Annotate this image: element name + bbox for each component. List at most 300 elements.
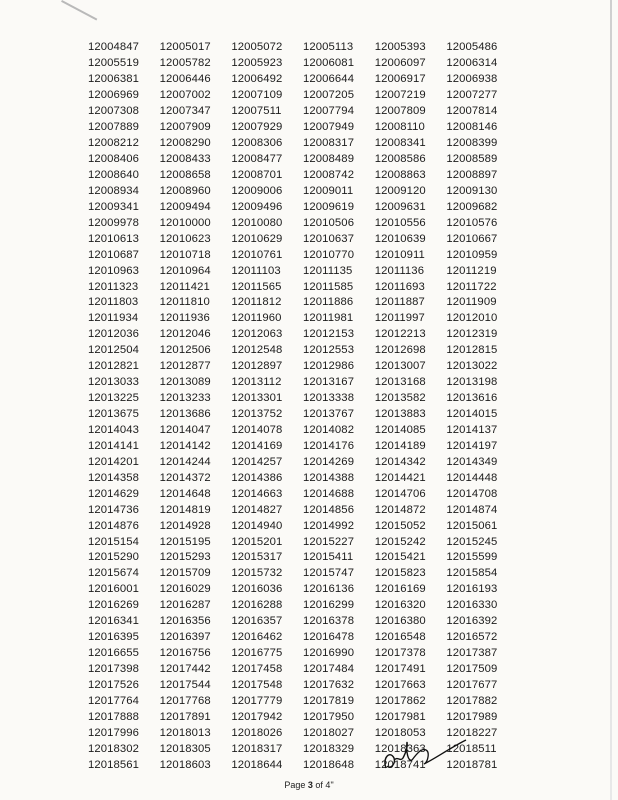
roll-number-cell: 12014244 xyxy=(159,455,211,468)
roll-number-cell: 12009494 xyxy=(159,200,211,213)
roll-number-cell: 12014928 xyxy=(159,519,211,532)
roll-number-cell: 12014197 xyxy=(446,439,498,452)
roll-number-cell: 12015732 xyxy=(231,567,283,580)
roll-number-cell: 12017526 xyxy=(88,678,140,691)
roll-number-cell: 12011803 xyxy=(88,296,139,309)
roll-number-cell: 12008589 xyxy=(446,153,498,166)
roll-number-cell: 12013752 xyxy=(231,408,283,421)
roll-number-cell: 12013007 xyxy=(374,360,426,373)
roll-number-cell: 12016288 xyxy=(231,599,283,612)
page-edge xyxy=(610,0,612,800)
roll-number-cell: 12008960 xyxy=(159,184,211,197)
roll-number-cell: 12014189 xyxy=(374,439,426,452)
roll-number-cell: 12017996 xyxy=(88,726,140,739)
roll-number-cell: 12011135 xyxy=(303,264,353,277)
roll-number-cell: 12011103 xyxy=(231,264,281,277)
roll-number-cell: 12008863 xyxy=(374,168,426,181)
roll-number-cell: 12012036 xyxy=(88,328,140,341)
roll-number-cell: 12010959 xyxy=(446,248,498,261)
roll-number-cell: 12016397 xyxy=(159,631,211,644)
roll-number-cell: 12014176 xyxy=(303,439,355,452)
roll-number-cell: 12006314 xyxy=(446,57,498,70)
roll-number-cell: 12013883 xyxy=(374,408,426,421)
roll-number-cell: 12008742 xyxy=(303,168,355,181)
roll-number-cell: 12010506 xyxy=(303,216,355,229)
roll-number-cell: 12008341 xyxy=(374,137,426,150)
roll-number-cell: 12016395 xyxy=(88,631,140,644)
roll-number-cell: 12007219 xyxy=(374,89,426,102)
roll-number-cell: 12013225 xyxy=(88,392,140,405)
roll-number-cell: 12010637 xyxy=(303,232,355,245)
roll-number-cell: 12010667 xyxy=(446,232,498,245)
roll-number-cell: 12010911 xyxy=(374,248,425,261)
roll-number-cell: 12016756 xyxy=(159,647,211,660)
roll-number-cell: 12014876 xyxy=(88,519,140,532)
roll-number-cell: 12018027 xyxy=(303,726,355,739)
roll-number-cell: 12017862 xyxy=(374,694,426,707)
table-row xyxy=(88,120,518,136)
roll-number-cell: 12015052 xyxy=(374,519,426,532)
roll-number-cell: 12016548 xyxy=(374,631,426,644)
table-row xyxy=(88,454,518,470)
roll-number-cell: 12013582 xyxy=(374,392,426,405)
roll-number-cell: 12009130 xyxy=(446,184,498,197)
roll-number-cell: 12015201 xyxy=(231,535,283,548)
roll-number-cell: 12008489 xyxy=(303,153,355,166)
footer-current-page: 3 xyxy=(307,780,313,790)
roll-number-cell: 12017387 xyxy=(446,647,498,660)
roll-number-cell: 12009011 xyxy=(303,184,354,197)
roll-number-cell: 12014201 xyxy=(88,455,140,468)
roll-number-cell: 12008640 xyxy=(88,168,140,181)
roll-number-cell: 12014736 xyxy=(88,503,140,516)
roll-number-cell: 12008658 xyxy=(159,168,211,181)
roll-number-cell: 12014142 xyxy=(159,439,211,452)
roll-number-cell: 12010687 xyxy=(88,248,140,261)
roll-number-cell: 12012506 xyxy=(159,344,211,357)
roll-number-cell: 12012553 xyxy=(303,344,355,357)
roll-number-cell: 12016378 xyxy=(303,615,355,628)
roll-number-cell: 12008290 xyxy=(159,137,211,150)
roll-number-cell: 12016572 xyxy=(446,631,498,644)
roll-number-cell: 12013675 xyxy=(88,408,140,421)
roll-number-cell: 12018317 xyxy=(231,742,283,755)
roll-number-cell: 12014992 xyxy=(303,519,355,532)
table-row xyxy=(88,486,518,502)
roll-number-cell: 12013198 xyxy=(446,376,498,389)
roll-number-cell: 12014141 xyxy=(88,439,140,452)
roll-number-cell: 12018227 xyxy=(446,726,498,739)
roll-number-cell: 12011812 xyxy=(231,296,282,309)
roll-number-cell: 12018648 xyxy=(303,758,355,771)
roll-number-cell: 12015242 xyxy=(374,535,426,548)
roll-number-cell: 12015854 xyxy=(446,567,498,580)
roll-number-cell: 12007205 xyxy=(303,89,355,102)
roll-number-cell: 12018329 xyxy=(303,742,355,755)
roll-number-cell: 12011960 xyxy=(231,312,282,325)
table-row xyxy=(88,40,518,56)
roll-number-cell: 12017544 xyxy=(159,678,211,691)
roll-number-cell: 12008317 xyxy=(303,137,355,150)
roll-number-cell: 12010613 xyxy=(88,232,140,245)
roll-number-cell: 12005113 xyxy=(303,41,354,54)
roll-number-cell: 12013767 xyxy=(303,408,355,421)
roll-number-cell: 12007909 xyxy=(159,121,211,134)
roll-number-cell: 12014358 xyxy=(88,471,140,484)
footer-middle: of xyxy=(312,780,326,790)
roll-number-cell: 12014137 xyxy=(446,423,498,436)
roll-number-cell: 12013167 xyxy=(303,376,355,389)
table-row xyxy=(88,311,518,327)
roll-number-cell: 12007308 xyxy=(88,105,140,118)
roll-number-cell: 12011981 xyxy=(303,312,354,325)
roll-number-cell: 12015290 xyxy=(88,551,140,564)
roll-number-cell: 12014085 xyxy=(374,423,426,436)
roll-number-cell: 12009120 xyxy=(374,184,426,197)
table-row xyxy=(88,693,518,709)
roll-number-cell: 12010080 xyxy=(231,216,283,229)
table-row xyxy=(88,279,518,295)
table-row xyxy=(88,423,518,439)
roll-number-cell: 12005923 xyxy=(231,57,283,70)
roll-number-cell: 12013033 xyxy=(88,376,140,389)
roll-number-cell: 12016990 xyxy=(303,647,355,660)
roll-number-cell: 12008146 xyxy=(446,121,498,134)
roll-number-cell: 12014827 xyxy=(231,503,283,516)
roll-number-cell: 12007277 xyxy=(446,89,498,102)
roll-number-cell: 12007814 xyxy=(446,105,498,118)
roll-number-cell: 12012815 xyxy=(446,344,498,357)
roll-number-cell: 12008433 xyxy=(159,153,211,166)
roll-number-cell: 12017981 xyxy=(374,710,426,723)
roll-number-cell: 12018026 xyxy=(231,726,283,739)
roll-number-cell: 12008399 xyxy=(446,137,498,150)
roll-number-cell: 12010576 xyxy=(446,216,498,229)
roll-number-cell: 12017632 xyxy=(303,678,355,691)
roll-number-cell: 12014648 xyxy=(159,487,211,500)
roll-number-cell: 12009006 xyxy=(231,184,283,197)
table-row xyxy=(88,646,518,662)
roll-number-cell: 12017378 xyxy=(374,647,426,660)
roll-number-cell: 12018603 xyxy=(159,758,211,771)
roll-number-cell: 12013022 xyxy=(446,360,498,373)
roll-number-cell: 12017888 xyxy=(88,710,140,723)
roll-number-cell: 12011565 xyxy=(231,280,282,293)
roll-number-cell: 12010629 xyxy=(231,232,283,245)
roll-number-cell: 12016299 xyxy=(303,599,355,612)
roll-number-cell: 12012063 xyxy=(231,328,283,341)
roll-number-cell: 12015674 xyxy=(88,567,140,580)
roll-number-cell: 12009496 xyxy=(231,200,283,213)
roll-number-table xyxy=(88,40,518,773)
roll-number-cell: 12012046 xyxy=(159,328,211,341)
roll-number-cell: 12006492 xyxy=(231,73,283,86)
roll-number-cell: 12012504 xyxy=(88,344,140,357)
roll-number-cell: 12011909 xyxy=(446,296,497,309)
roll-number-cell: 12016392 xyxy=(446,615,498,628)
roll-number-cell: 12013616 xyxy=(446,392,498,405)
roll-number-cell: 12014448 xyxy=(446,471,498,484)
roll-number-cell: 12010556 xyxy=(374,216,426,229)
roll-number-cell: 12018302 xyxy=(88,742,140,755)
roll-number-cell: 12016341 xyxy=(88,615,140,628)
table-row xyxy=(88,215,518,231)
table-row xyxy=(88,391,518,407)
roll-number-cell: 12007794 xyxy=(303,105,355,118)
roll-number-cell: 12015154 xyxy=(88,535,140,548)
roll-number-cell: 12010000 xyxy=(159,216,211,229)
roll-number-cell: 12018053 xyxy=(374,726,426,739)
roll-number-cell: 12006917 xyxy=(374,73,426,86)
roll-number-cell: 12014169 xyxy=(231,439,283,452)
roll-number-cell: 12007002 xyxy=(159,89,211,102)
roll-number-cell: 12008586 xyxy=(374,153,426,166)
roll-number-cell: 12017819 xyxy=(303,694,355,707)
roll-number-cell: 12005017 xyxy=(159,41,211,54)
roll-number-cell: 12014342 xyxy=(374,455,426,468)
roll-number-cell: 12011886 xyxy=(303,296,354,309)
roll-number-cell: 12014388 xyxy=(303,471,355,484)
table-row xyxy=(88,136,518,152)
roll-number-cell: 12006381 xyxy=(88,73,140,86)
roll-number-cell: 12017677 xyxy=(446,678,498,691)
roll-number-cell: 12016036 xyxy=(231,583,283,596)
table-row xyxy=(88,678,518,694)
roll-number-cell: 12015195 xyxy=(159,535,211,548)
roll-number-cell: 12014872 xyxy=(374,503,426,516)
roll-number-cell: 12007809 xyxy=(374,105,426,118)
roll-number-cell: 12015061 xyxy=(446,519,498,532)
roll-number-cell: 12013112 xyxy=(231,376,282,389)
roll-number-cell: 12017882 xyxy=(446,694,498,707)
roll-number-cell: 12011887 xyxy=(374,296,425,309)
roll-number-cell: 12013686 xyxy=(159,408,211,421)
roll-number-cell: 12018511 xyxy=(446,742,497,755)
roll-number-cell: 12011936 xyxy=(159,312,210,325)
roll-number-cell: 12010718 xyxy=(159,248,211,261)
roll-number-cell: 12005486 xyxy=(446,41,498,54)
roll-number-cell: 12017942 xyxy=(231,710,283,723)
roll-number-cell: 12011219 xyxy=(446,264,497,277)
roll-number-cell: 12018561 xyxy=(88,758,140,771)
roll-number-cell: 12014043 xyxy=(88,423,140,436)
roll-number-cell: 12015293 xyxy=(159,551,211,564)
roll-number-cell: 12017891 xyxy=(159,710,211,723)
roll-number-cell: 12014629 xyxy=(88,487,140,500)
table-row xyxy=(88,502,518,518)
roll-number-cell: 12011810 xyxy=(159,296,210,309)
roll-number-cell: 12015227 xyxy=(303,535,355,548)
roll-number-cell: 12008406 xyxy=(88,153,140,166)
roll-number-cell: 12014708 xyxy=(446,487,498,500)
roll-number-cell: 12014819 xyxy=(159,503,211,516)
table-row xyxy=(88,534,518,550)
roll-number-cell: 12014663 xyxy=(231,487,283,500)
roll-number-cell: 12006969 xyxy=(88,89,140,102)
roll-number-cell: 12014047 xyxy=(159,423,211,436)
table-row xyxy=(88,247,518,263)
roll-number-cell: 12013338 xyxy=(303,392,355,405)
table-row xyxy=(88,343,518,359)
roll-number-cell: 12008701 xyxy=(231,168,283,181)
table-row xyxy=(88,630,518,646)
table-row xyxy=(88,295,518,311)
roll-number-cell: 12014706 xyxy=(374,487,426,500)
table-row xyxy=(88,550,518,566)
roll-number-cell: 12014015 xyxy=(446,408,498,421)
table-row xyxy=(88,614,518,630)
roll-number-cell: 12013168 xyxy=(374,376,426,389)
roll-number-cell: 12006097 xyxy=(374,57,426,70)
roll-number-cell: 12009978 xyxy=(88,216,140,229)
roll-number-cell: 12016193 xyxy=(446,583,498,596)
roll-number-cell: 12018363 xyxy=(374,742,426,755)
roll-number-cell: 12012897 xyxy=(231,360,283,373)
page-corner-fold xyxy=(61,0,97,21)
roll-number-cell: 12017491 xyxy=(374,663,426,676)
table-row xyxy=(88,582,518,598)
roll-number-cell: 12016287 xyxy=(159,599,211,612)
roll-number-cell: 12016356 xyxy=(159,615,211,628)
table-row xyxy=(88,518,518,534)
roll-number-cell: 12010964 xyxy=(159,264,211,277)
roll-number-cell: 12005393 xyxy=(374,41,426,54)
roll-number-cell: 12018741 xyxy=(374,758,426,771)
page-footer xyxy=(0,780,618,790)
roll-number-cell: 12014856 xyxy=(303,503,355,516)
roll-number-cell: 12012821 xyxy=(88,360,140,373)
roll-number-cell: 12012153 xyxy=(303,328,355,341)
roll-number-cell: 12018644 xyxy=(231,758,283,771)
roll-number-cell: 12011421 xyxy=(159,280,210,293)
table-row xyxy=(88,56,518,72)
roll-number-cell: 12010770 xyxy=(303,248,355,261)
roll-number-cell: 12005072 xyxy=(231,41,283,54)
signature-mark xyxy=(378,728,468,778)
roll-number-cell: 12016775 xyxy=(231,647,283,660)
roll-number-cell: 12012698 xyxy=(374,344,426,357)
table-row xyxy=(88,152,518,168)
roll-number-cell: 12016478 xyxy=(303,631,355,644)
table-row xyxy=(88,709,518,725)
roll-number-cell: 12014688 xyxy=(303,487,355,500)
roll-number-cell: 12014082 xyxy=(303,423,355,436)
roll-number-cell: 12015317 xyxy=(231,551,283,564)
table-row xyxy=(88,88,518,104)
roll-number-cell: 12017458 xyxy=(231,663,283,676)
roll-number-cell: 12012986 xyxy=(303,360,355,373)
footer-prefix: Page xyxy=(284,780,308,790)
footer-total-pages: 4 xyxy=(325,780,331,790)
roll-number-cell: 12010639 xyxy=(374,232,426,245)
roll-number-cell: 12015599 xyxy=(446,551,498,564)
roll-number-cell: 12013233 xyxy=(159,392,211,405)
roll-number-cell: 12014874 xyxy=(446,503,498,516)
table-row xyxy=(88,327,518,343)
roll-number-cell: 12009631 xyxy=(374,200,426,213)
roll-number-cell: 12008934 xyxy=(88,184,140,197)
table-row xyxy=(88,375,518,391)
roll-number-cell: 12017484 xyxy=(303,663,355,676)
roll-number-cell: 12018781 xyxy=(446,758,498,771)
roll-number-cell: 12008306 xyxy=(231,137,283,150)
roll-number-cell: 12007929 xyxy=(231,121,283,134)
roll-number-cell: 12012010 xyxy=(446,312,498,325)
roll-number-cell: 12008897 xyxy=(446,168,498,181)
roll-number-cell: 12009682 xyxy=(446,200,498,213)
roll-number-cell: 12009619 xyxy=(303,200,355,213)
roll-number-cell: 12014386 xyxy=(231,471,283,484)
roll-number-cell: 12007109 xyxy=(231,89,283,102)
roll-number-cell: 12017398 xyxy=(88,663,140,676)
roll-number-cell: 12016029 xyxy=(159,583,211,596)
roll-number-cell: 12006938 xyxy=(446,73,498,86)
table-row xyxy=(88,199,518,215)
roll-number-cell: 12011997 xyxy=(374,312,425,325)
roll-number-cell: 12017950 xyxy=(303,710,355,723)
roll-number-cell: 12010761 xyxy=(231,248,283,261)
table-row xyxy=(88,72,518,88)
roll-number-cell: 12015411 xyxy=(303,551,354,564)
roll-number-cell: 12017442 xyxy=(159,663,211,676)
roll-number-cell: 12014078 xyxy=(231,423,283,436)
roll-number-cell: 12011585 xyxy=(303,280,354,293)
roll-number-cell: 12011934 xyxy=(88,312,139,325)
table-row xyxy=(88,104,518,120)
roll-number-cell: 12016320 xyxy=(374,599,426,612)
footer-suffix: " xyxy=(330,780,334,790)
roll-number-cell: 12012548 xyxy=(231,344,283,357)
roll-number-cell: 12014257 xyxy=(231,455,283,468)
roll-number-cell: 12017779 xyxy=(231,694,283,707)
roll-number-cell: 12011136 xyxy=(374,264,425,277)
roll-number-cell: 12013089 xyxy=(159,376,211,389)
roll-number-cell: 12004847 xyxy=(88,41,140,54)
roll-number-cell: 12011323 xyxy=(88,280,139,293)
table-row xyxy=(88,231,518,247)
roll-number-cell: 12017663 xyxy=(374,678,426,691)
table-row xyxy=(88,662,518,678)
roll-number-cell: 12014269 xyxy=(303,455,355,468)
roll-number-cell: 12010623 xyxy=(159,232,211,245)
roll-number-cell: 12014372 xyxy=(159,471,211,484)
table-row xyxy=(88,407,518,423)
roll-number-cell: 12016655 xyxy=(88,647,140,660)
roll-number-cell: 12007511 xyxy=(231,105,282,118)
roll-number-cell: 12008110 xyxy=(374,121,425,134)
roll-number-cell: 12016001 xyxy=(88,583,140,596)
roll-number-cell: 12011722 xyxy=(446,280,497,293)
table-row xyxy=(88,359,518,375)
table-row xyxy=(88,566,518,582)
roll-number-cell: 12014421 xyxy=(374,471,426,484)
roll-number-cell: 12008477 xyxy=(231,153,283,166)
roll-number-cell: 12012877 xyxy=(159,360,211,373)
roll-number-cell: 12017764 xyxy=(88,694,140,707)
roll-number-cell: 12011693 xyxy=(374,280,425,293)
roll-number-cell: 12018013 xyxy=(159,726,211,739)
roll-number-cell: 12017509 xyxy=(446,663,498,676)
roll-number-cell: 12006446 xyxy=(159,73,211,86)
table-row xyxy=(88,470,518,486)
roll-number-cell: 12016330 xyxy=(446,599,498,612)
table-row xyxy=(88,438,518,454)
roll-number-cell: 12017548 xyxy=(231,678,283,691)
roll-number-cell: 12010963 xyxy=(88,264,140,277)
roll-number-cell: 12006644 xyxy=(303,73,355,86)
roll-number-cell: 12018305 xyxy=(159,742,211,755)
roll-number-cell: 12017989 xyxy=(446,710,498,723)
